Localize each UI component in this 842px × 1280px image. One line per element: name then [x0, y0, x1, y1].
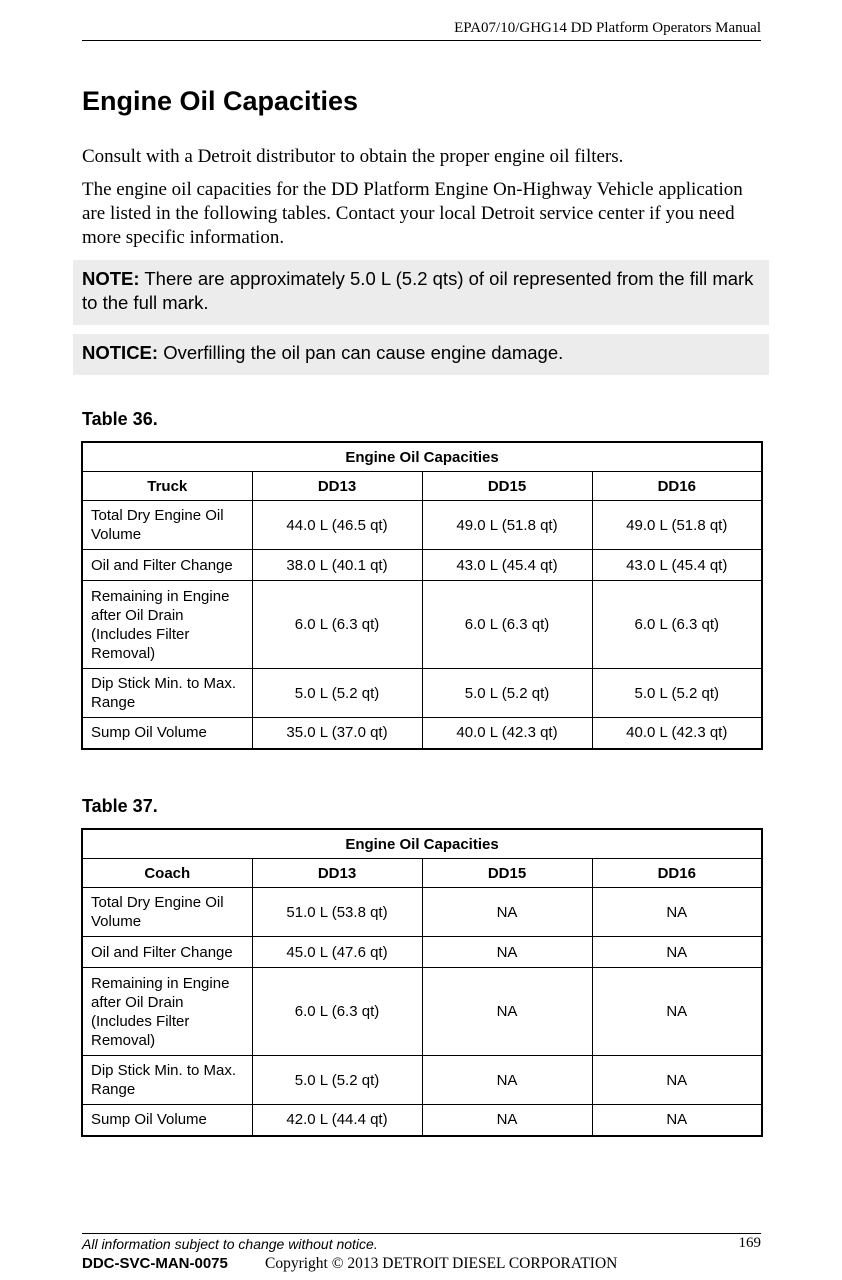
table-cell: 45.0 L (47.6 qt)	[252, 937, 422, 968]
row-label: Sump Oil Volume	[82, 718, 252, 749]
table-cell: 43.0 L (45.4 qt)	[422, 550, 592, 581]
column-header: DD15	[422, 472, 592, 501]
notice-label: NOTICE:	[82, 342, 159, 363]
column-header: DD15	[422, 859, 592, 888]
table-cell: NA	[592, 937, 762, 968]
footer-divider	[82, 1233, 761, 1234]
row-label: Oil and Filter Change	[82, 550, 252, 581]
table-cell: 35.0 L (37.0 qt)	[252, 718, 422, 749]
note-text: There are approximately 5.0 L (5.2 qts) of oil represented from the fill mark to the full mark.	[82, 268, 754, 313]
table-cell: NA	[592, 888, 762, 937]
row-label: Sump Oil Volume	[82, 1105, 252, 1136]
table-header-row	[82, 472, 762, 501]
table-cell: 6.0 L (6.3 qt)	[592, 581, 762, 669]
page-number: 169	[738, 1235, 761, 1251]
table-cell: 51.0 L (53.8 qt)	[252, 888, 422, 937]
table-cell: 49.0 L (51.8 qt)	[422, 501, 592, 550]
note-callout	[73, 260, 769, 325]
table-row	[82, 550, 762, 581]
table-cell: 49.0 L (51.8 qt)	[592, 501, 762, 550]
table-cell: 5.0 L (5.2 qt)	[592, 669, 762, 718]
table-37-caption: Table 37.	[82, 796, 158, 816]
table-cell: NA	[422, 1105, 592, 1136]
table-title: Engine Oil Capacities	[82, 442, 762, 472]
table-row	[82, 1105, 762, 1136]
table-cell: NA	[592, 1056, 762, 1105]
table-cell: NA	[592, 968, 762, 1056]
table-cell: 44.0 L (46.5 qt)	[252, 501, 422, 550]
running-header: EPA07/10/GHG14 DD Platform Operators Manual	[82, 18, 761, 41]
table-cell: 42.0 L (44.4 qt)	[252, 1105, 422, 1136]
paragraph-filters: Consult with a Detroit distributor to obtain the proper engine oil filters.	[82, 146, 624, 167]
page-title: Engine Oil Capacities	[82, 86, 359, 116]
table-row	[82, 718, 762, 749]
document-id: DDC-SVC-MAN-0075	[82, 1255, 228, 1272]
table-row	[82, 1056, 762, 1105]
table-cell: 43.0 L (45.4 qt)	[592, 550, 762, 581]
table-cell: 6.0 L (6.3 qt)	[422, 581, 592, 669]
table-cell: 5.0 L (5.2 qt)	[252, 669, 422, 718]
row-label: Dip Stick Min. to Max. Range	[82, 669, 252, 718]
table-36-caption: Table 36.	[82, 409, 158, 429]
table-cell: 40.0 L (42.3 qt)	[422, 718, 592, 749]
notice-text: Overfilling the oil pan can cause engine damage.	[158, 342, 564, 363]
table-row	[82, 669, 762, 718]
footer-notice: All information subject to change without notice.	[82, 1236, 378, 1252]
column-header: DD13	[252, 859, 422, 888]
row-label: Total Dry Engine Oil Volume	[82, 501, 252, 550]
table-cell: NA	[422, 937, 592, 968]
table-cell: NA	[592, 1105, 762, 1136]
table-title: Engine Oil Capacities	[82, 829, 762, 859]
table-37-coach-oil-capacities	[81, 828, 763, 1137]
notice-callout	[73, 334, 769, 375]
row-label: Oil and Filter Change	[82, 937, 252, 968]
row-label: Remaining in Engine after Oil Drain (Includes Filter Removal)	[82, 968, 252, 1056]
table-cell: NA	[422, 968, 592, 1056]
column-header: DD16	[592, 472, 762, 501]
table-row	[82, 581, 762, 669]
table-cell: NA	[422, 1056, 592, 1105]
table-row	[82, 968, 762, 1056]
table-cell: 5.0 L (5.2 qt)	[252, 1056, 422, 1105]
table-row	[82, 937, 762, 968]
column-header: Truck	[82, 472, 252, 501]
table-cell: 38.0 L (40.1 qt)	[252, 550, 422, 581]
table-36-truck-oil-capacities	[81, 441, 763, 750]
table-row	[82, 888, 762, 937]
column-header: Coach	[82, 859, 252, 888]
column-header: DD16	[592, 859, 762, 888]
table-cell: 40.0 L (42.3 qt)	[592, 718, 762, 749]
row-label: Total Dry Engine Oil Volume	[82, 888, 252, 937]
row-label: Remaining in Engine after Oil Drain (Includes Filter Removal)	[82, 581, 252, 669]
table-cell: NA	[422, 888, 592, 937]
table-header-row	[82, 859, 762, 888]
paragraph-capacities: The engine oil capacities for the DD Platform Engine On-Highway Vehicle application are listed in the following tables. Contact your local Detroit service center if you need more specific information.	[82, 179, 743, 248]
note-label: NOTE:	[82, 268, 140, 289]
row-label: Dip Stick Min. to Max. Range	[82, 1056, 252, 1105]
table-row	[82, 501, 762, 550]
table-cell: 6.0 L (6.3 qt)	[252, 581, 422, 669]
copyright-notice: Copyright © 2013 DETROIT DIESEL CORPORATION	[265, 1255, 618, 1272]
table-cell: 6.0 L (6.3 qt)	[252, 968, 422, 1056]
column-header: DD13	[252, 472, 422, 501]
table-cell: 5.0 L (5.2 qt)	[422, 669, 592, 718]
